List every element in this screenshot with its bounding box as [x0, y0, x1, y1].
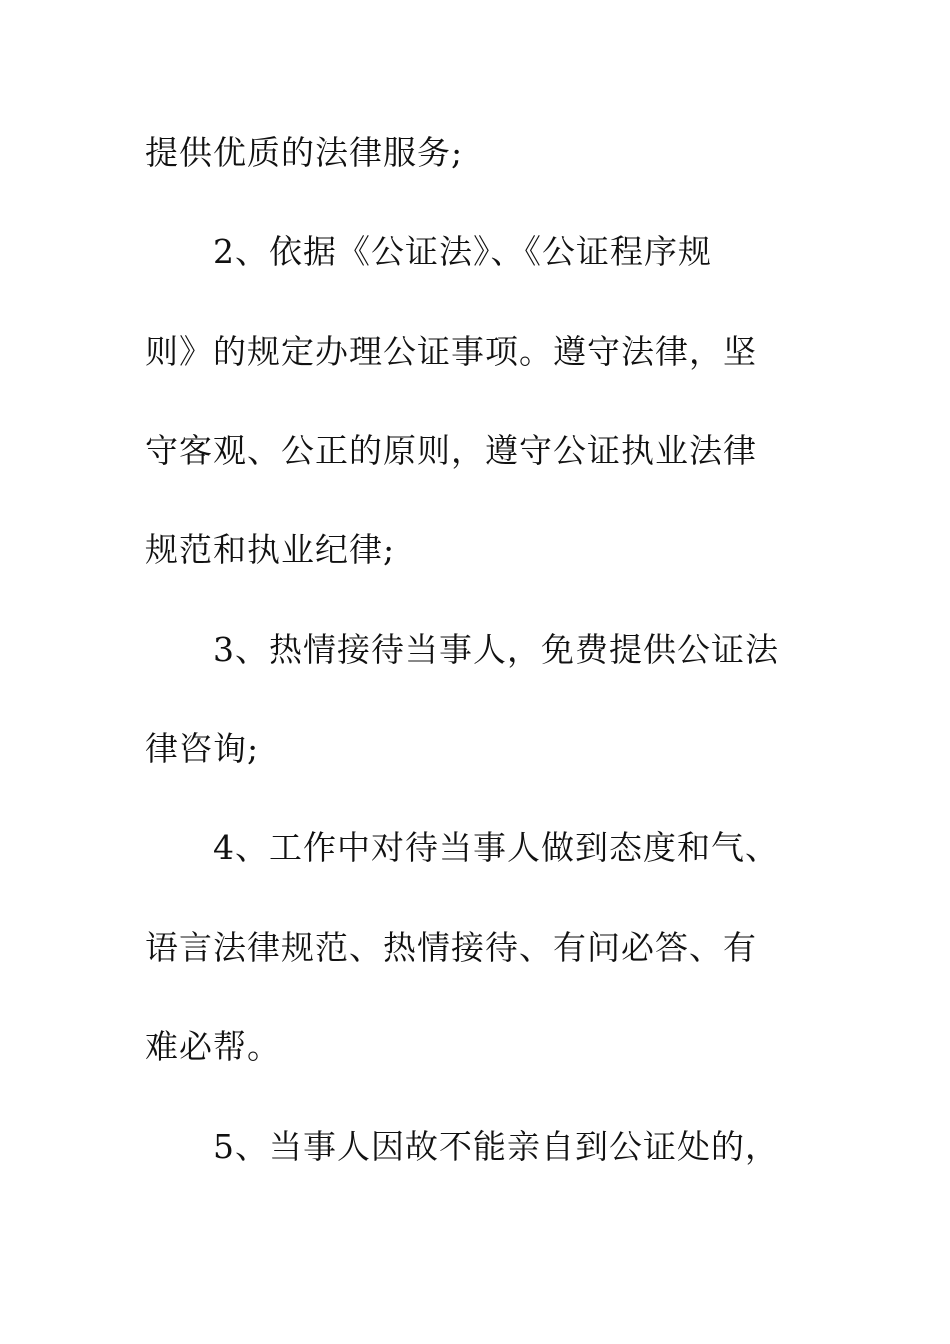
text-line-5: 规范和执业纪律; — [145, 530, 396, 569]
text-line-9: 语言法律规范、热情接待、有问必答、有 — [145, 928, 757, 967]
text-line-1: 提供优质的法律服务; — [145, 133, 464, 172]
text-line-7: 律咨询; — [145, 729, 260, 768]
text-line-10: 难必帮。 — [145, 1027, 281, 1066]
text-line-3: 则》的规定办理公证事项。遵守法律，坚 — [145, 332, 757, 371]
text-line-2: 2、依据《公证法》、《公证程序规 — [213, 232, 712, 271]
text-line-4: 守客观、公正的原则，遵守公证执业法律 — [145, 431, 757, 470]
text-line-6: 3、热情接待当事人，免费提供公证法 — [213, 630, 779, 669]
text-line-8: 4、工作中对待当事人做到态度和气、 — [213, 828, 779, 867]
text-line-11: 5、当事人因故不能亲自到公证处的， — [213, 1127, 779, 1166]
